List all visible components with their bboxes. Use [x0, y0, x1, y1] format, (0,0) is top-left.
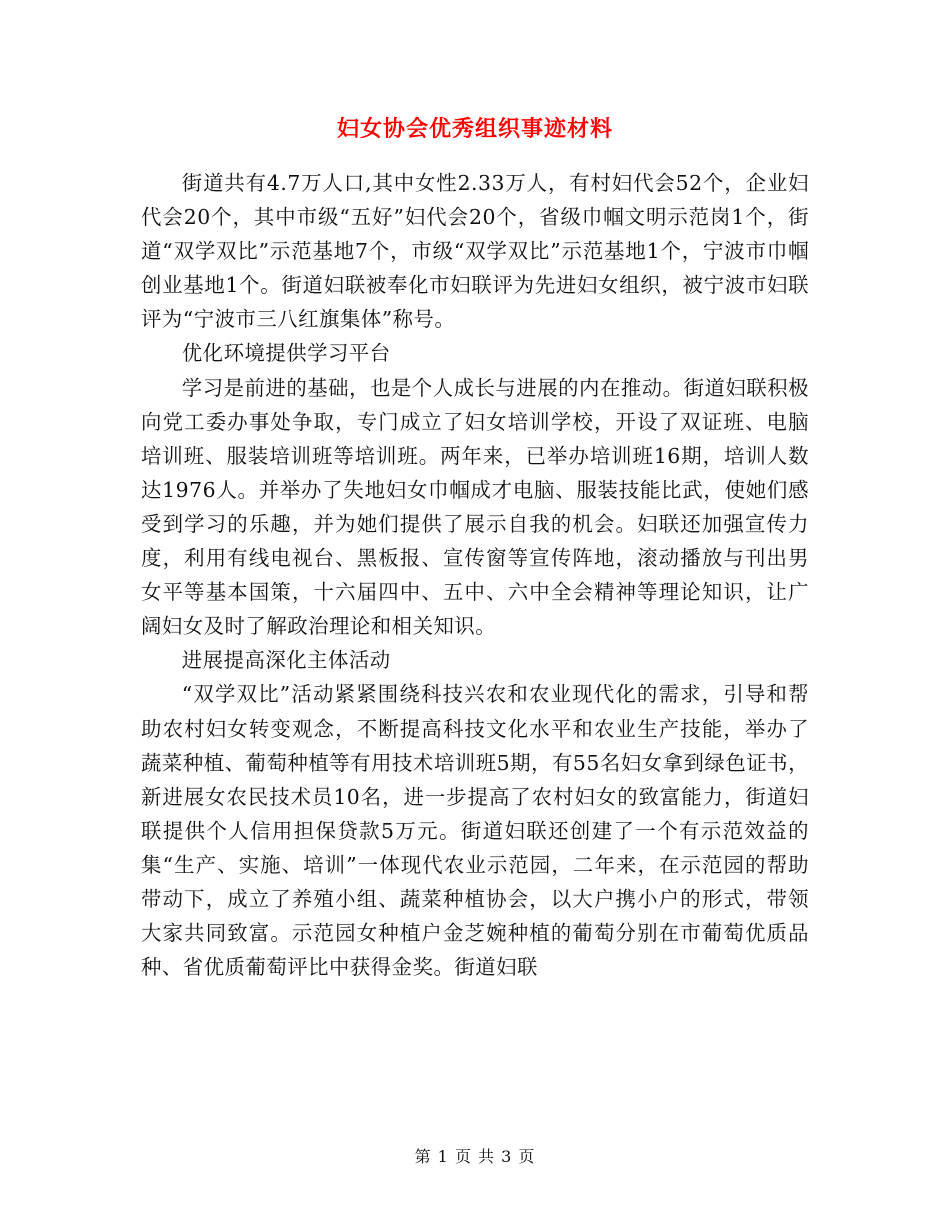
document-title: 妇女协会优秀组织事迹材料 [336, 116, 613, 142]
paragraph-intro: 街道共有4.7万人口,其中女性2.33万人，有村妇代会52个，企业妇代会20个，其中市级“五好”妇代会20个，省级巾帼文明示范岗1个，街道“双学双比”示范基地7个，市级“双学双比”示范基地1个，宁波市巾帼创业基地1个。街道妇联被奉化市妇联评为先进妇女组织，被宁波市妇联评为“宁波市三八红旗集体”称号。 [141, 171, 809, 332]
paragraph-learning: 学习是前进的基础，也是个人成长与进展的内在推动。街道妇联积极向党工委办事处争取，专门成立了妇女培训学校，开设了双证班、电脑培训班、服装培训班等培训班。两年来，已举办培训班16期，培训人数达1976人。并举办了失地妇女巾帼成才电脑、服装技能比武，使她们感受到学习的乐趣，并为她们提供了展示自我的机会。妇联还加强宣传力度，利用有线电视台、黑板报、宣传窗等宣传阵地，滚动播放与刊出男女平等基本国策，十六届四中、五中、六中全会精神等理论知识，让广阔妇女及时了解政治理论和相关知识。 [141, 375, 809, 639]
page-footer: 第 1 页 共 3 页 [414, 1147, 536, 1166]
document-body [141, 166, 809, 984]
section-heading-main-activities: 进展提高深化主体活动 [181, 648, 391, 673]
section-heading-learning-platform: 优化环境提供学习平台 [181, 341, 391, 366]
paragraph-activities: “双学双比”活动紧紧围绕科技兴农和农业现代化的需求，引导和帮助农村妇女转变观念，不断提高科技文化水平和农业生产技能，举办了蔬菜种植、葡萄种植等有用技术培训班5期，有55名妇女拿到绿色证书，新进展女农民技术员10名，进一步提高了农村妇女的致富能力，街道妇联提供个人信用担保贷款5万元。街道妇联还创建了一个有示范效益的集“生产、实施、培训”一体现代农业示范园，二年来，在示范园的帮助带动下，成立了养殖小组、蔬菜种植协会，以大户携小户的形式，带领大家共同致富。示范园女种植户金芝婉种植的葡萄分别在市葡萄优质品种、省优质葡萄评比中获得金奖。街道妇联 [141, 682, 809, 980]
